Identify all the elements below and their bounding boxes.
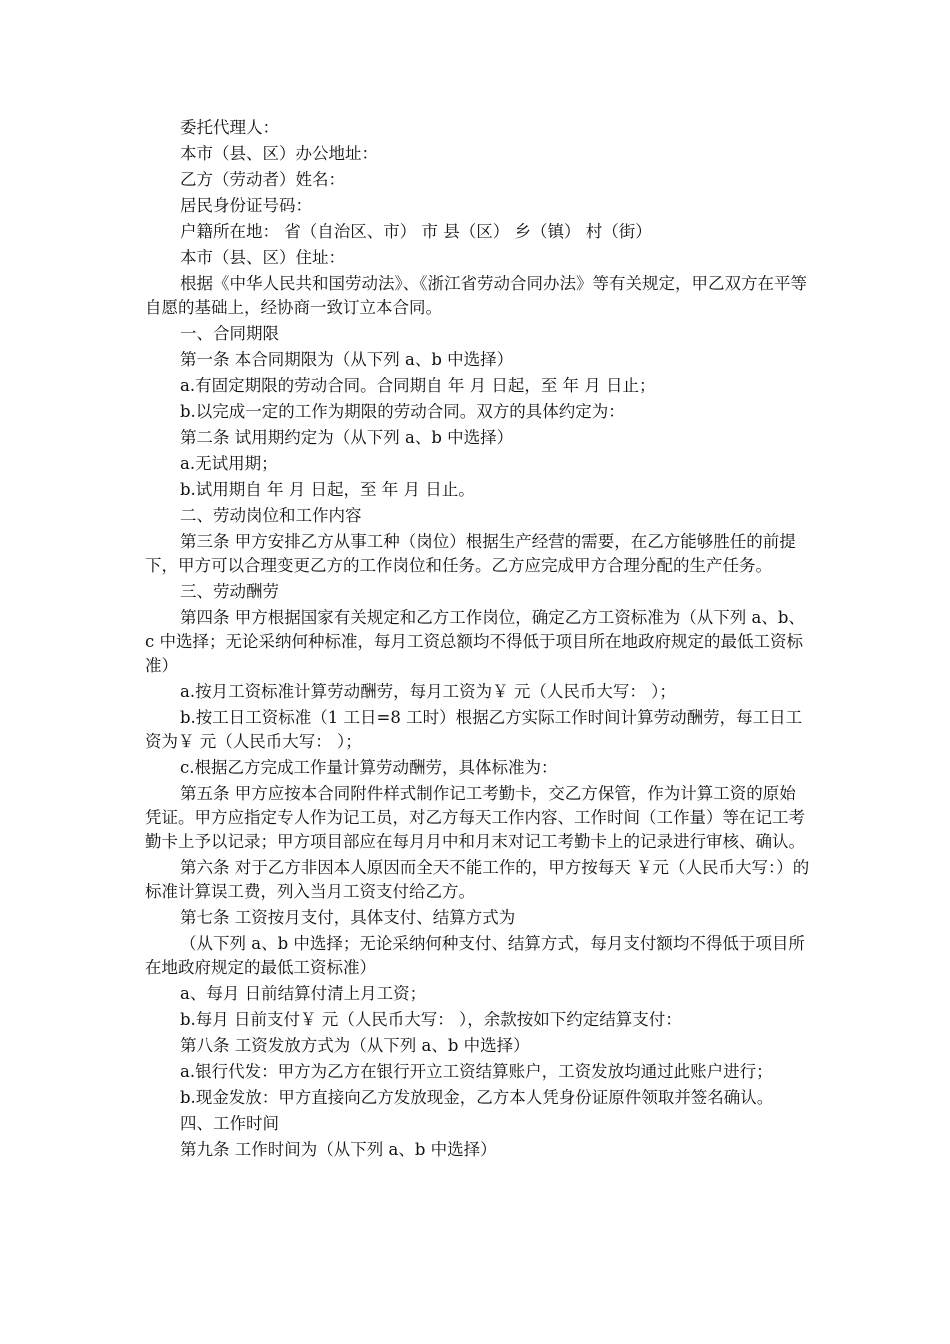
contract-body: [145, 116, 810, 1162]
section-heading-hours: 四、工作时间: [180, 1114, 279, 1133]
article-4-option-a: a.按月工资标准计算劳动酬劳，每月工资为￥ 元（人民币大写： ）；: [180, 682, 676, 701]
article-3: 第三条 甲方安排乙方从事工种（岗位）根据生产经营的需要，在乙方能够胜任的前提下，甲方可以合理变更乙方的工作岗位和任务。乙方应完成甲方合理分配的生产任务。: [145, 532, 796, 575]
article-2: 第二条 试用期约定为（从下列 a、b 中选择）: [180, 428, 514, 447]
article-7-option-a: a、每月 日前结算付清上月工资；: [180, 984, 427, 1003]
article-8-option-a: a.银行代发：甲方为乙方在银行开立工资结算账户，工资发放均通过此账户进行；: [180, 1062, 773, 1081]
section-heading-pay: 三、劳动酬劳: [180, 582, 279, 601]
article-5: 第五条 甲方应按本合同附件样式制作记工考勤卡，交乙方保管，作为计算工资的原始凭证。甲方应指定专人作为记工员，对乙方每天工作内容、工作时间（工作量）等在记工考勤卡上予以记录；甲方项目部应在每月月中和月末对记工考勤卡上的记录进行审核、确认。: [145, 784, 805, 851]
article-4-option-b: b.按工日工资标准（1 工日=8 工时）根据乙方实际工作时间计算劳动酬劳，每工日工资为￥ 元（人民币大写： ）；: [145, 708, 803, 751]
office-address-line: 本市（县、区）办公地址：: [180, 144, 378, 163]
worker-name-line: 乙方（劳动者）姓名：: [180, 170, 345, 189]
article-8-option-b: b.现金发放：甲方直接向乙方发放现金，乙方本人凭身份证原件领取并签名确认。: [180, 1088, 774, 1107]
article-2-option-b: b.试用期自 年 月 日起，至 年 月 日止。: [180, 480, 475, 499]
article-4-option-c: c.根据乙方完成工作量计算劳动酬劳，具体标准为：: [180, 758, 558, 777]
section-heading-term: 一、合同期限: [180, 324, 279, 343]
id-number-line: 居民身份证号码：: [180, 196, 312, 215]
article-1: 第一条 本合同期限为（从下列 a、b 中选择）: [180, 350, 514, 369]
section-heading-position: 二、劳动岗位和工作内容: [180, 506, 362, 525]
article-8: 第八条 工资发放方式为（从下列 a、b 中选择）: [180, 1036, 530, 1055]
article-2-option-a: a.无试用期；: [180, 454, 278, 473]
article-6: 第六条 对于乙方非因本人原因而全天不能工作的，甲方按每天 ￥元（人民币大写：）的标准计算误工费，列入当月工资支付给乙方。: [145, 858, 810, 901]
preamble-paragraph: 根据《中华人民共和国劳动法》、《浙江省劳动合同办法》等有关规定，甲乙双方在平等自愿的基础上，经协商一致订立本合同。: [145, 274, 807, 317]
article-7-note: （从下列 a、b 中选择；无论采纳何种支付、结算方式，每月支付额均不得低于项目所在地政府规定的最低工资标准）: [145, 934, 805, 977]
article-4: 第四条 甲方根据国家有关规定和乙方工作岗位，确定乙方工资标准为（从下列 a、b、c 中选择；无论采纳何种标准，每月工资总额均不得低于项目所在地政府规定的最低工资标准）: [145, 608, 805, 675]
residence-line: 本市（县、区）住址：: [180, 248, 345, 267]
article-9: 第九条 工作时间为（从下列 a、b 中选择）: [180, 1140, 497, 1159]
article-1-option-b: b.以完成一定的工作为期限的劳动合同。双方的具体约定为：: [180, 402, 625, 421]
article-7: 第七条 工资按月支付，具体支付、结算方式为: [180, 908, 516, 927]
article-1-option-a: a.有固定期限的劳动合同。合同期自 年 月 日起，至 年 月 日止；: [180, 376, 656, 395]
household-line: 户籍所在地： 省（自治区、市） 市 县（区） 乡（镇） 村（街）: [180, 222, 652, 241]
agent-line: 委托代理人：: [180, 118, 279, 137]
article-7-option-b: b.每月 日前支付￥ 元（人民币大写： ），余款按如下约定结算支付：: [180, 1010, 682, 1029]
